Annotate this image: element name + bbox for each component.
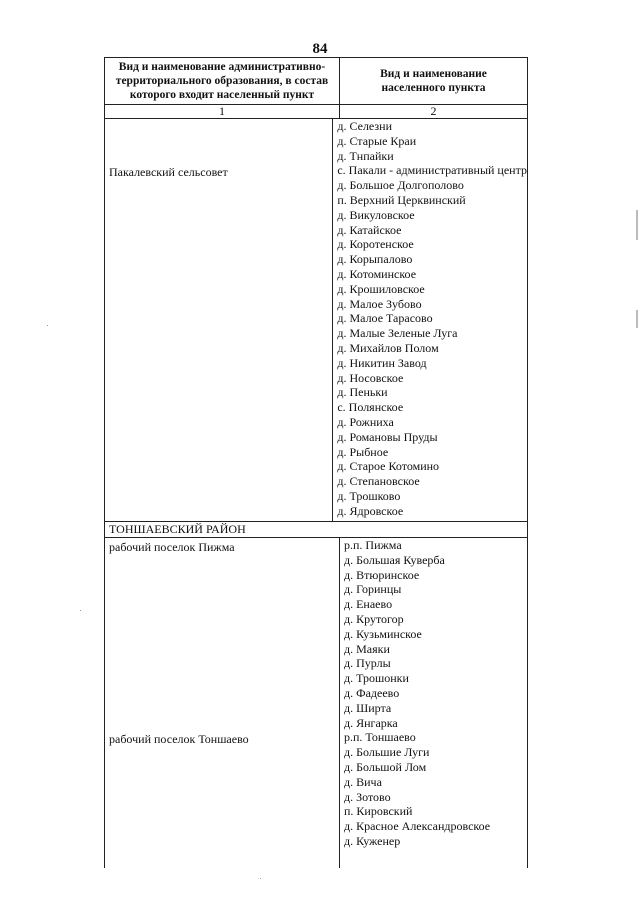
settlement-item: р.п. Тоншаево bbox=[344, 730, 416, 745]
settlement-item: д. Рожниха bbox=[337, 414, 394, 429]
settlement-item: д. Вича bbox=[344, 774, 382, 789]
section-tonshaevo bbox=[105, 538, 527, 868]
header-col1: Вид и наименование административно-территориального образования, в состав которого входит населенный пункт bbox=[105, 58, 340, 104]
settlements-table bbox=[104, 57, 528, 868]
settlement-item: д. Трошково bbox=[337, 488, 401, 503]
settlement-item: д. Большие Луги bbox=[344, 745, 430, 760]
settlement-item: д. Тнпайки bbox=[337, 148, 394, 163]
settlement-item: д. Пеньки bbox=[337, 385, 388, 400]
header-col2: Вид и наименование населенного пункта bbox=[380, 68, 487, 94]
settlement-item: д. Степановское bbox=[337, 474, 420, 489]
settlement-item: д. Котоминское bbox=[337, 266, 417, 281]
settlement-item: д. Старое Котомино bbox=[337, 459, 440, 474]
settlement-item: д. Малое Тарасово bbox=[337, 311, 433, 326]
settlement-item: с. Пакали - административный центр bbox=[337, 163, 527, 178]
section-pakalevsky bbox=[105, 119, 527, 522]
section-pakalevsky-admin-cell bbox=[105, 119, 333, 521]
settlement-item: д. Красное Александровское bbox=[344, 819, 491, 834]
settlement-item: д. Крошиловское bbox=[337, 281, 425, 296]
settlement-item: д. Ядровское bbox=[337, 503, 404, 518]
scan-edge-mark bbox=[636, 310, 638, 328]
settlement-item: д. Корыпалово bbox=[337, 252, 413, 267]
scan-speck bbox=[47, 325, 48, 326]
settlement-item: д. Фадеево bbox=[344, 685, 400, 700]
settlement-item: д. Зотово bbox=[344, 789, 391, 804]
settlement-item: д. Куженер bbox=[344, 833, 401, 848]
settlement-item: д. Старые Краи bbox=[337, 133, 417, 148]
table-header-row bbox=[105, 58, 527, 105]
settlement-item: р.п. Пижма bbox=[344, 538, 402, 552]
settlement-item: д. Селезни bbox=[337, 119, 392, 133]
settlement-item: д. Горинцы bbox=[344, 582, 402, 597]
settlement-item: д. Ширта bbox=[344, 700, 392, 715]
settlement-item: д. Малые Зеленые Луга bbox=[337, 326, 458, 341]
settlement-item: п. Верхний Церквинский bbox=[337, 192, 466, 207]
settlement-item: д. Кузьминское bbox=[344, 626, 422, 641]
scan-speck bbox=[260, 878, 261, 879]
section-tonshaevo-settlements-cell bbox=[340, 538, 527, 868]
settlement-item: д. Михайлов Полом bbox=[337, 340, 439, 355]
settlement-item: д. Викуловское bbox=[337, 207, 415, 222]
settlement-item: д. Большая Куверба bbox=[344, 552, 445, 567]
settlement-item: д. Втюринское bbox=[344, 567, 420, 582]
settlement-item: п. Кировский bbox=[344, 804, 413, 819]
settlement-item: д. Романовы Пруды bbox=[337, 429, 438, 444]
scan-speck bbox=[80, 610, 81, 611]
settlement-item: д. Малое Зубово bbox=[337, 296, 422, 311]
settlement-item: д. Пурлы bbox=[344, 656, 391, 671]
admin-unit-pakalevsky: Пакалевский сельсовет bbox=[109, 165, 228, 179]
column-number-1: 1 bbox=[105, 105, 340, 118]
settlement-item: д. Коротенское bbox=[337, 237, 414, 252]
settlement-item: д. Катайское bbox=[337, 222, 402, 237]
settlement-list bbox=[340, 538, 527, 849]
settlement-item: д. Большое Долгополово bbox=[337, 178, 464, 193]
settlement-list bbox=[333, 119, 527, 519]
settlement-item: д. Янгарка bbox=[344, 715, 398, 730]
section-tonshaevo-admin-cell bbox=[105, 538, 340, 868]
settlement-item: д. Носовское bbox=[337, 370, 404, 385]
settlement-item: д. Рыбное bbox=[337, 444, 389, 459]
settlement-item: д. Трошонки bbox=[344, 671, 409, 686]
settlement-item: д. Никитин Завод bbox=[337, 355, 427, 370]
settlement-item: д. Крутогор bbox=[344, 611, 404, 626]
district-row: ТОНШАЕВСКИЙ РАЙОН bbox=[105, 522, 527, 538]
settlement-item: д. Енаево bbox=[344, 597, 393, 612]
section-pakalevsky-settlements-cell bbox=[333, 119, 527, 521]
scan-edge-mark bbox=[636, 210, 638, 240]
page-number: 84 bbox=[312, 41, 328, 57]
admin-unit-tonshaevo: рабочий поселок Тоншаево bbox=[109, 732, 249, 746]
settlement-item: д. Маяки bbox=[344, 641, 390, 656]
column-number-row bbox=[105, 105, 527, 119]
column-number-2: 2 bbox=[430, 104, 437, 118]
settlement-item: с. Полянское bbox=[337, 400, 404, 415]
admin-unit-pizhma: рабочий поселок Пижма bbox=[109, 540, 235, 554]
settlement-item: д. Большой Лом bbox=[344, 759, 427, 774]
